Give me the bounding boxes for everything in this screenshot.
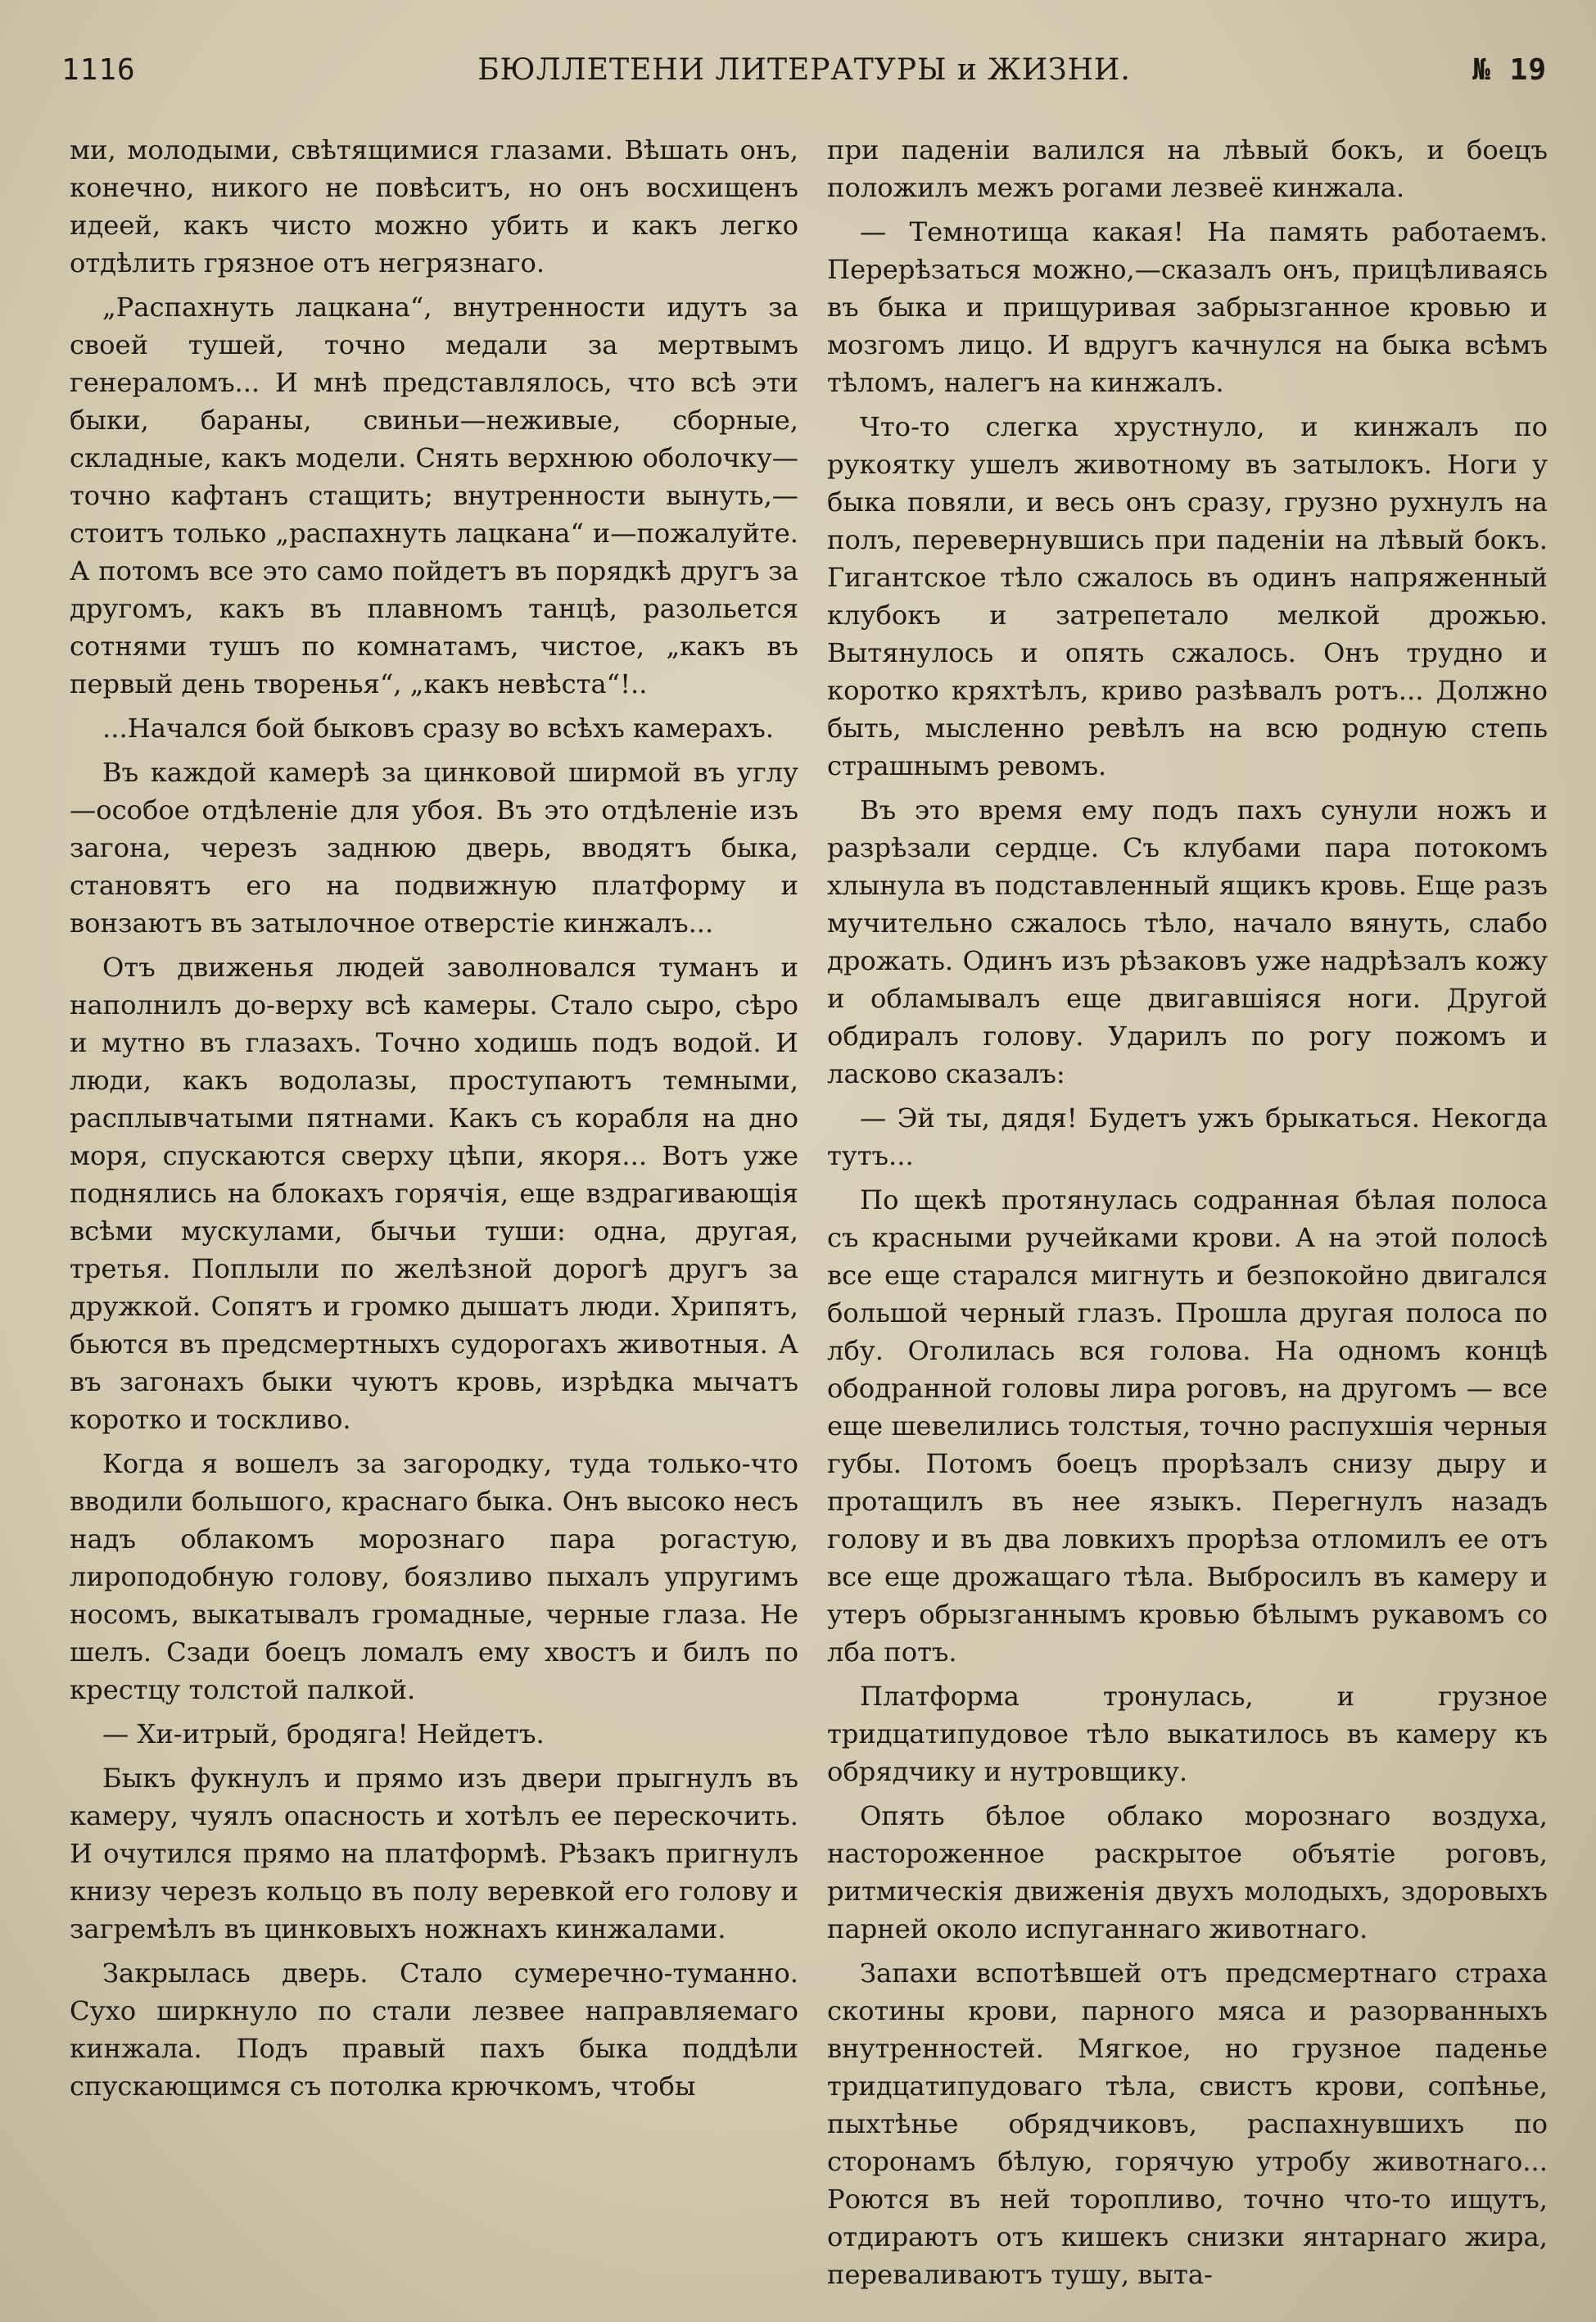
page-number: 1116 bbox=[61, 53, 136, 87]
paragraph: „Распахнуть лацкана“, внутренности идутъ за своей тушей, точно медали за мертвымъ генераломъ... И мнѣ представлялось, что всѣ эти быки, бараны, свиньи—неживые, сборные, складные, какъ модели. Снять верхнюю оболочку—точно кафтанъ стащить; внутренности вынуть,—стоитъ только „распахнуть лацкана“ и—пожалуйте. А потомъ все это само пойдетъ въ порядкѣ другъ за другомъ, какъ въ плавномъ танцѣ, разольется сотнями тушъ по комнатамъ, чистое, „какъ въ первый день творенья“, „какъ невѣста“!.. bbox=[70, 292, 798, 699]
issue-number: № 19 bbox=[1472, 53, 1547, 87]
paragraph: при паденіи валился на лѣвый бокъ, и боецъ положилъ межъ рогами лезвеё кинжала. bbox=[827, 134, 1548, 203]
paragraph: По щекѣ протянулась содранная бѣлая полоса съ красными ручейками крови. А на этой полосѣ все еще старался мигнуть и безпокойно двигался большой черный глазъ. Прошла другая полоса по лбу. Оголилась вся голова. На одномъ концѣ ободранной головы лира роговъ, на другомъ — все еще шевелились толстыя, точно распухшія черныя губы. Потомъ боецъ прорѣзалъ снизу дыру и протащилъ въ нее языкъ. Перегнулъ назадъ голову и въ два ловкихъ прорѣза отломилъ ее отъ все еще дрожащаго тѣла. Выбросилъ въ камеру и утеръ обрызганнымъ кровью бѣлымъ рукавомъ со лба потъ. bbox=[827, 1184, 1548, 1668]
paragraph: Платформа тронулась, и грузное тридцатипудовое тѣло выкатилось въ камеру къ обрядчику и нутровщику. bbox=[827, 1681, 1548, 1787]
paragraph: — Эй ты, дядя! Будетъ ужъ брыкаться. Некогда тутъ... bbox=[827, 1102, 1548, 1171]
paragraph: Въ каждой камерѣ за цинковой ширмой въ углу—особое отдѣленіе для убоя. Въ это отдѣленіе изъ загона, черезъ заднюю дверь, вводятъ быка, становятъ его на подвижную платформу и вонзаютъ въ затылочное отверстіе кинжалъ... bbox=[70, 757, 798, 939]
left-column bbox=[70, 131, 798, 2112]
paragraph: Закрылась дверь. Стало сумеречно-туманно. Сухо ширкнуло по стали лезвее направляемаго кинжала. Подъ правый пахъ быка поддѣли спускающимся съ потолка крючкомъ, чтобы bbox=[70, 1958, 798, 2102]
paragraph: Отъ движенья людей заволновался туманъ и наполнилъ до-верху всѣ камеры. Стало сыро, сѣро и мутно въ глазахъ. Точно ходишь подъ водой. И люди, какъ водолазы, проступаютъ темными, расплывчатыми пятнами. Какъ съ корабля на дно моря, спускаются сверху цѣпи, якоря... Вотъ уже поднялись на блокахъ горячія, еще вздрагивающія всѣми мускулами, бычьи туши: одна, другая, третья. Поплыли по желѣзной дорогѣ другъ за дружкой. Сопятъ и громко дышатъ люди. Хрипятъ, бьются въ предсмертныхъ судорогахъ животныя. А въ загонахъ быки чуютъ кровь, изрѣдка мычатъ коротко и тоскливо. bbox=[70, 952, 798, 1435]
paragraph: ...Начался бой быковъ сразу во всѣхъ камерахъ. bbox=[102, 713, 774, 744]
paragraph: Въ это время ему подъ пахъ сунули ножъ и разрѣзали сердце. Съ клубами пара потокомъ хлынула въ подставленный ящикъ кровь. Еще разъ мучительно сжалось тѣло, начало вянуть, слабо дрожать. Одинъ изъ рѣзаковъ уже надрѣзалъ кожу и обламывалъ еще двигавшіяся ноги. Другой обдиралъ голову. Ударилъ по рогу пожомъ и ласково сказалъ: bbox=[827, 794, 1548, 1089]
paragraph: Быкъ фукнулъ и прямо изъ двери прыгнулъ въ камеру, чуялъ опасность и хотѣлъ ее перескочить. И очутился прямо на платформѣ. Рѣзакъ пригнулъ книзу черезъ кольцо въ полу веревкой его голову и загремѣлъ въ цинковыхъ ножнахъ кинжалами. bbox=[70, 1763, 798, 1944]
paragraph: Запахи вспотѣвшей отъ предсмертнаго страха скотины крови, парного мяса и разорванныхъ внутренностей. Мягкое, но грузное паденье тридцатипудоваго тѣла, свистъ крови, сопѣнье, пыхтѣнье обрядчиковъ, распахнувшихъ по сторонамъ бѣлую, горячую утробу животнаго... Роются въ ней торопливо, точно что-то ищутъ, отдираютъ отъ кишекъ снизки янтарнаго жира, переваливаютъ тушу, выта- bbox=[827, 1958, 1548, 2290]
paragraph: — Хи-итрый, бродяга! Нейдетъ. bbox=[102, 1718, 545, 1749]
page-header bbox=[61, 45, 1547, 94]
paragraph: — Темнотища какая! На память работаемъ. Перерѣзаться можно,—сказалъ онъ, прицѣливаясь въ быка и прищуривая забрызганное кровью и мозгомъ лицо. И вдругъ качнулся на быка всѣмъ тѣломъ, налегъ на кинжалъ. bbox=[827, 216, 1548, 398]
journal-title: БЮЛЛЕТЕНИ ЛИТЕРАТУРЫ и ЖИЗНИ. bbox=[477, 53, 1131, 87]
paragraph: ми, молодыми, свѣтящимися глазами. Вѣшать онъ, конечно, никого не повѣситъ, но онъ восхищенъ идеей, какъ чисто можно убить и какъ легко отдѣлить грязное отъ негрязнаго. bbox=[70, 134, 798, 278]
right-column bbox=[827, 131, 1548, 2300]
paragraph: Что-то слегка хрустнуло, и кинжалъ по рукоятку ушелъ животному въ затылокъ. Ноги у быка повяли, и весь онъ сразу, грузно рухнулъ на полъ, перевернувшись при паденіи на лѣвый бокъ. Гигантское тѣло сжалось въ одинъ напряженный клубокъ и затрепетало мелкой дрожью. Вытянулось и опять сжалось. Онъ трудно и коротко кряхтѣлъ, криво разѣвалъ ротъ... Должно быть, мысленно ревѣлъ на всю родную степь страшнымъ ревомъ. bbox=[827, 411, 1548, 781]
paragraph: Когда я вошелъ за загородку, туда только-что вводили большого, краснаго быка. Онъ высоко несъ надъ облакомъ морознаго пара рогастую, лироподобную голову, боязливо пыхалъ упругимъ носомъ, выкатывалъ громадные, черные глаза. Не шелъ. Сзади боецъ ломалъ ему хвостъ и билъ по крестцу толстой палкой. bbox=[70, 1448, 799, 1705]
paragraph: Опять бѣлое облако морознаго воздуха, настороженное раскрытое объятіе роговъ, ритмическія движенія двухъ молодыхъ, здоровыхъ парней около испуганнаго животнаго. bbox=[827, 1800, 1548, 1944]
